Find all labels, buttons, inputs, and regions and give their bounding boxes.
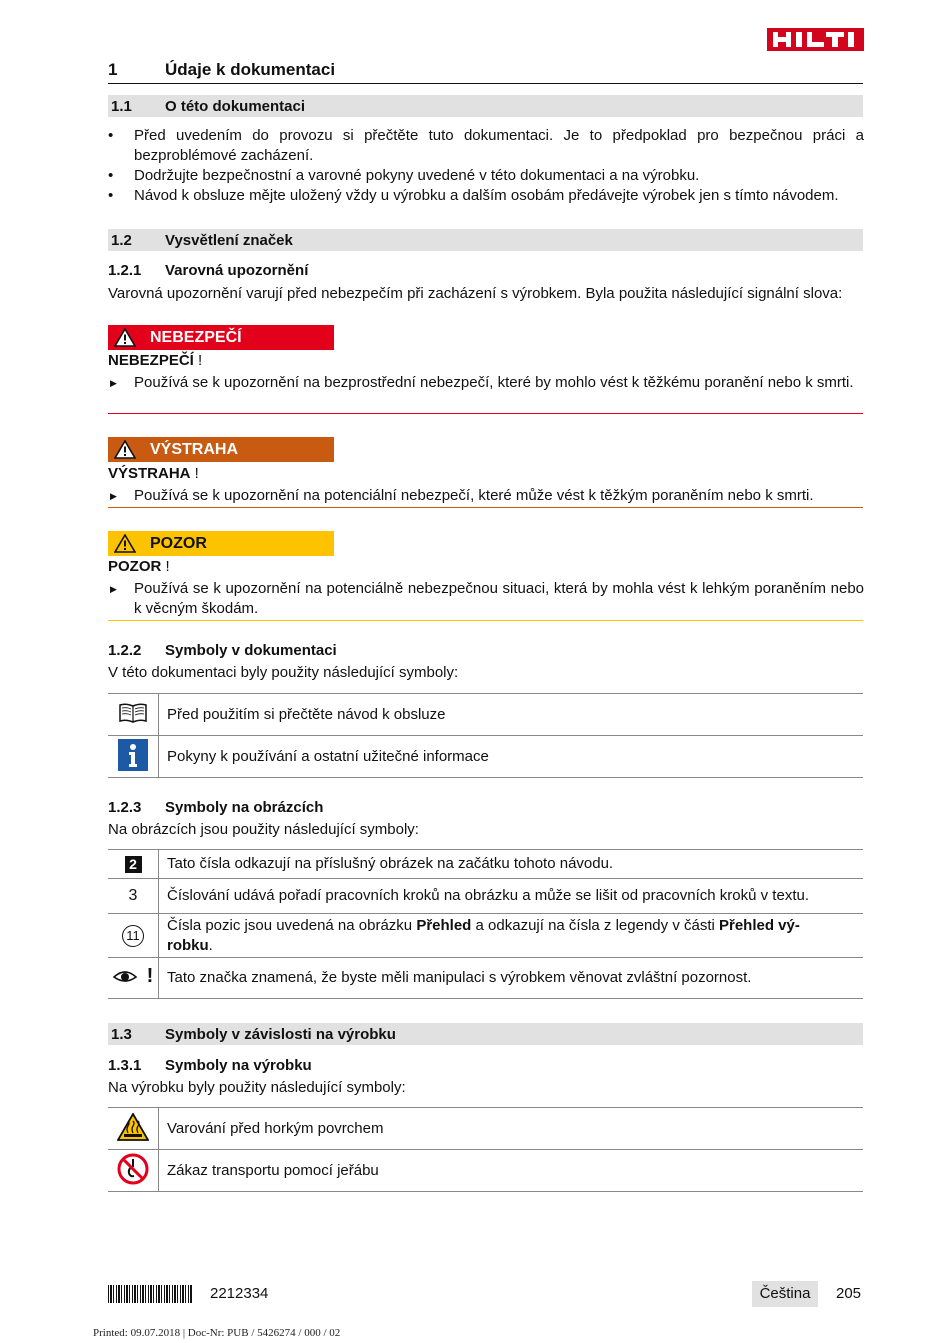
chapter-number: 1 — [108, 60, 118, 79]
subsection-number: 1.2.1 — [108, 262, 142, 279]
arrow-bullet-icon: ▶ — [110, 491, 117, 501]
section-number: 1.1 — [111, 98, 132, 115]
danger-text: Používá se k upozornění na bezprostřední nebezpečí, které by mohlo vést k těžkému poranění nebo k smrti. — [134, 374, 854, 391]
caution-description — [108, 579, 864, 619]
subsection-number: 1.2.3 — [108, 799, 142, 816]
doc-code: 2212334 — [210, 1285, 269, 1302]
doc-symbols-intro: V této dokumentaci byly použity následující symboly: — [108, 664, 459, 681]
text-part: . — [208, 936, 213, 954]
list-item: • Před uvedením do provozu si přečtěte tuto dokumentaci. Je to předpoklad pro bezpečnou práci a bezproblémové zacházení. — [108, 126, 864, 166]
table-row — [108, 736, 863, 778]
section-heading-1-2 — [108, 229, 863, 251]
caution-divider — [108, 620, 863, 621]
warning-triangle-icon — [114, 328, 136, 347]
warning-description — [108, 486, 864, 506]
attention-eye-icon — [113, 965, 147, 987]
no-crane-transport-icon — [117, 1153, 149, 1185]
signal-word: NEBEZPEČÍ — [108, 352, 194, 369]
book-icon — [118, 702, 148, 724]
hilti-logo — [767, 28, 864, 51]
step-number-symbol: 3 — [128, 887, 138, 904]
product-symbols-table — [108, 1107, 863, 1192]
caution-text: Používá se k upozornění na potenciálně nebezpečnou situaci, která by mohla vést k lehkým poraněním nebo k věcným škodám. — [134, 580, 864, 617]
bold-ref: Přehled vý- robku — [167, 916, 800, 954]
warnings-intro: Varovná upozornění varují před nebezpečím při zacházení s výrobkem. Byla použita následující signální slova: — [108, 285, 843, 302]
subsection-number: 1.3.1 — [108, 1057, 142, 1074]
table-row — [108, 1108, 863, 1150]
page-number: 205 — [836, 1285, 862, 1302]
text-part: a odkazují na čísla z legendy v části — [471, 916, 719, 934]
subsection-heading-1-3-1 — [108, 1054, 863, 1074]
danger-word — [108, 352, 202, 369]
warning-signal-banner — [108, 437, 334, 462]
warning-text: Používá se k upozornění na potenciální nebezpečí, které může vést k těžkým poraněním nebo k smrti. — [134, 487, 814, 504]
symbol-cell — [108, 736, 159, 778]
symbol-description: Číslování udává pořadí pracovních kroků na obrázku a může se lišit od pracovních kroků v textu. — [159, 879, 864, 914]
subsection-title: Symboly v dokumentaci — [165, 642, 337, 659]
chapter-heading — [108, 58, 863, 84]
symbol-description: Tato čísla odkazují na příslušný obrázek na začátku tohoto návodu. — [159, 850, 864, 879]
about-doc-bullet-list — [108, 126, 864, 206]
warning-word — [108, 465, 199, 482]
figure-symbols-table — [108, 849, 863, 999]
warning-divider — [108, 507, 863, 508]
symbol-description — [159, 914, 864, 958]
bold-ref: Přehled — [416, 916, 472, 934]
section-number: 1.2 — [111, 232, 132, 249]
symbol-description: Pokyny k používání a ostatní užitečné informace — [159, 736, 864, 778]
attention-exclamation: ! — [146, 965, 154, 987]
figure-number-symbol: 2 — [125, 856, 142, 873]
table-row — [108, 879, 863, 914]
subsection-title: Varovná upozornění — [165, 262, 309, 279]
warning-triangle-icon — [114, 440, 136, 459]
exclamation-mark: ! — [193, 352, 203, 369]
symbol-description: Tato značka znamená, že byste měli manipulaci s výrobkem věnovat zvláštní pozornost. — [159, 958, 864, 999]
subsection-heading-1-2-1 — [108, 259, 863, 279]
exclamation-mark: ! — [161, 558, 170, 575]
list-item: • Návod k obsluze mějte uložený vždy u výrobku a dalším osobám předávejte výrobek jen s tímto návodem. — [108, 186, 864, 206]
info-icon — [118, 739, 148, 771]
caution-label: POZOR — [150, 535, 207, 552]
list-item: • Dodržujte bezpečnostní a varovné pokyny uvedené v této dokumentaci a na výrobku. — [108, 166, 864, 186]
danger-signal-banner — [108, 325, 334, 350]
subsection-heading-1-2-3 — [108, 796, 863, 816]
product-symbols-intro: Na výrobku byly použity následující symboly: — [108, 1079, 406, 1096]
warning-triangle-icon — [114, 534, 136, 553]
caution-word — [108, 558, 170, 575]
section-number: 1.3 — [111, 1026, 132, 1043]
subsection-title: Symboly na výrobku — [165, 1057, 312, 1074]
subsection-heading-1-2-2 — [108, 639, 863, 659]
subsection-number: 1.2.2 — [108, 642, 142, 659]
doc-symbols-table — [108, 693, 863, 778]
symbol-cell — [108, 1150, 159, 1192]
section-heading-1-1 — [108, 95, 863, 117]
symbol-cell — [108, 850, 159, 879]
symbol-cell — [108, 879, 159, 914]
symbol-cell — [108, 914, 159, 958]
signal-word: POZOR — [108, 558, 162, 575]
symbol-cell — [108, 694, 159, 736]
warning-label: VÝSTRAHA — [150, 441, 239, 458]
figure-symbols-intro: Na obrázcích jsou použity následující symboly: — [108, 821, 419, 838]
table-row — [108, 694, 863, 736]
section-title: O této dokumentaci — [165, 98, 306, 115]
table-row — [108, 1150, 863, 1192]
symbol-cell — [108, 1108, 159, 1150]
table-row — [108, 914, 863, 958]
arrow-bullet-icon: ▶ — [110, 378, 117, 388]
chapter-title: Údaje k dokumentaci — [165, 60, 336, 79]
danger-description — [108, 373, 864, 393]
text-part: Čísla pozic jsou uvedená na obrázku — [167, 916, 417, 934]
symbol-cell — [108, 958, 159, 999]
caution-signal-banner — [108, 531, 334, 556]
exclamation-mark: ! — [190, 465, 199, 482]
table-row — [108, 958, 863, 999]
barcode — [108, 1285, 192, 1303]
danger-divider — [108, 413, 863, 414]
printed-info: Printed: 09.07.2018 | Doc-Nr: PUB / 5426274 / 000 / 02 — [93, 1327, 341, 1339]
symbol-description: Před použitím si přečtěte návod k obsluze — [159, 694, 864, 736]
hot-surface-warning-icon — [117, 1113, 149, 1141]
table-row — [108, 850, 863, 879]
language-badge: Čeština — [752, 1281, 818, 1307]
arrow-bullet-icon: ▶ — [110, 584, 117, 594]
symbol-description: Zákaz transportu pomocí jeřábu — [159, 1150, 864, 1192]
symbol-description: Varování před horkým povrchem — [159, 1108, 864, 1150]
danger-label: NEBEZPEČÍ — [150, 329, 242, 346]
position-number-symbol: 11 — [122, 925, 144, 947]
section-title: Symboly v závislosti na výrobku — [165, 1026, 396, 1043]
section-heading-1-3 — [108, 1023, 863, 1045]
section-title: Vysvětlení značek — [165, 232, 293, 249]
subsection-title: Symboly na obrázcích — [165, 799, 324, 816]
signal-word: VÝSTRAHA — [108, 465, 191, 482]
